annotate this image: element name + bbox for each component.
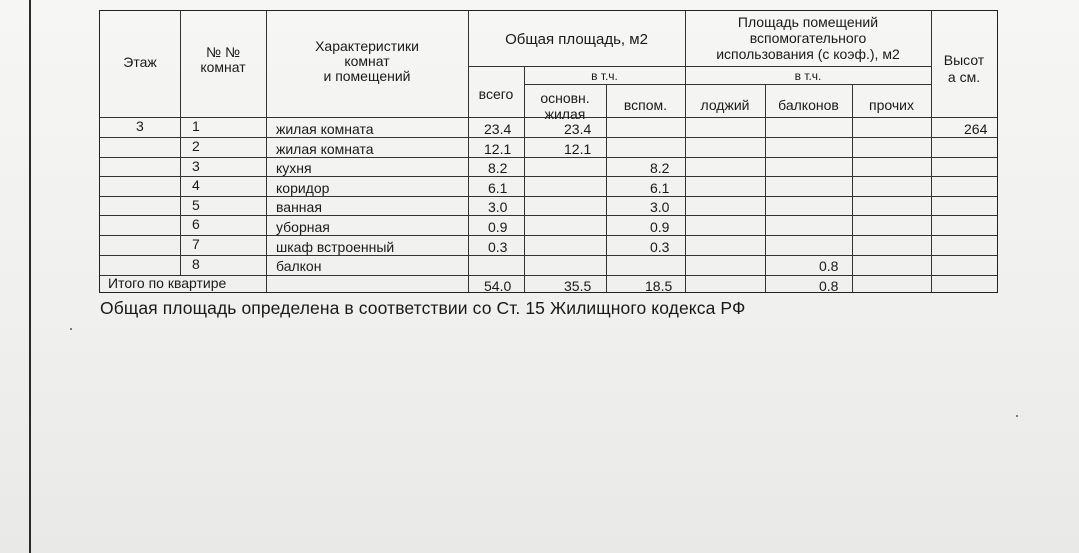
rule (100, 196, 997, 197)
header-characteristics: Характеристики комнат и помещений (315, 38, 419, 84)
rule (524, 84, 931, 85)
totals-total: 54.0 (484, 278, 512, 294)
totals-living: 35.5 (564, 278, 592, 294)
cell-num: 6 (192, 216, 200, 232)
rule (100, 176, 997, 177)
cell-room-name: шкаф встроенный (276, 239, 395, 255)
header-height: Высот а см. (943, 52, 985, 85)
cell-num: 4 (192, 177, 200, 193)
cell-room-name: балкон (276, 258, 322, 274)
cell-living: 12.1 (564, 141, 592, 157)
cell-room-name: уборная (276, 219, 330, 235)
cell-num: 7 (192, 236, 200, 252)
cell-num: 1 (192, 118, 200, 134)
cell-total: 6.1 (488, 180, 508, 196)
rule (100, 255, 997, 256)
page-edge-line (29, 0, 31, 553)
cell-num: 2 (192, 138, 200, 154)
totals-aux: 18.5 (645, 278, 673, 294)
cell-total: 23.4 (484, 121, 512, 137)
header-incl-total: в т.ч. (591, 69, 618, 83)
cell-height: 264 (964, 121, 988, 137)
cell-total: 12.1 (484, 141, 512, 157)
rule (100, 215, 997, 216)
cell-aux: 0.9 (650, 219, 670, 235)
header-main-living: основн. жилая (540, 90, 590, 122)
cell-room-name: жилая комната (276, 121, 374, 137)
header-loggias: лоджий (700, 97, 750, 113)
header-all: всего (478, 86, 514, 102)
rule (468, 66, 931, 67)
cell-num: 5 (192, 197, 200, 213)
header-other: прочих (869, 97, 914, 113)
header-aux: вспом. (623, 97, 668, 113)
cell-living: 23.4 (564, 121, 592, 137)
cell-aux: 0.3 (650, 239, 670, 255)
cell-room-name: жилая комната (276, 141, 374, 157)
rule (852, 85, 853, 292)
cell-floor: 3 (136, 118, 144, 134)
cell-total: 3.0 (488, 199, 508, 215)
cell-num: 8 (192, 256, 200, 272)
cell-room-name: ванная (276, 199, 322, 215)
rule (100, 157, 997, 158)
header-room-no: № № комнат (200, 44, 246, 75)
area-table (99, 10, 998, 293)
rule (100, 275, 997, 276)
cell-total: 8.2 (488, 160, 508, 176)
header-floor: Этаж (123, 54, 157, 70)
cell-aux: 3.0 (650, 199, 670, 215)
rule (468, 11, 469, 292)
totals-label: Итого по квартире (108, 275, 227, 291)
header-aux-area: Площадь помещений вспомогательного использования (с коэф.), м2 (716, 14, 900, 62)
header-incl-aux: в т.ч. (794, 69, 822, 83)
cell-room-name: коридор (276, 180, 330, 196)
rule (100, 137, 997, 138)
speck (1016, 415, 1018, 417)
rule (765, 85, 766, 292)
cell-total: 0.3 (488, 239, 508, 255)
header-total-area: Общая площадь, м2 (505, 31, 648, 48)
cell-total: 0.9 (488, 219, 508, 235)
speck (70, 328, 72, 330)
cell-aux: 6.1 (650, 180, 670, 196)
cell-room-name: кухня (276, 160, 312, 176)
totals-balcony: 0.8 (819, 278, 839, 294)
cell-balcony: 0.8 (819, 258, 839, 274)
cell-num: 3 (192, 158, 200, 174)
footnote: Общая площадь определена в соответствии со Ст. 15 Жилищного кодекса РФ (100, 298, 746, 318)
header-balconies: балконов (778, 97, 839, 113)
rule (606, 85, 607, 292)
cell-aux: 8.2 (650, 160, 670, 176)
rule (100, 235, 997, 236)
